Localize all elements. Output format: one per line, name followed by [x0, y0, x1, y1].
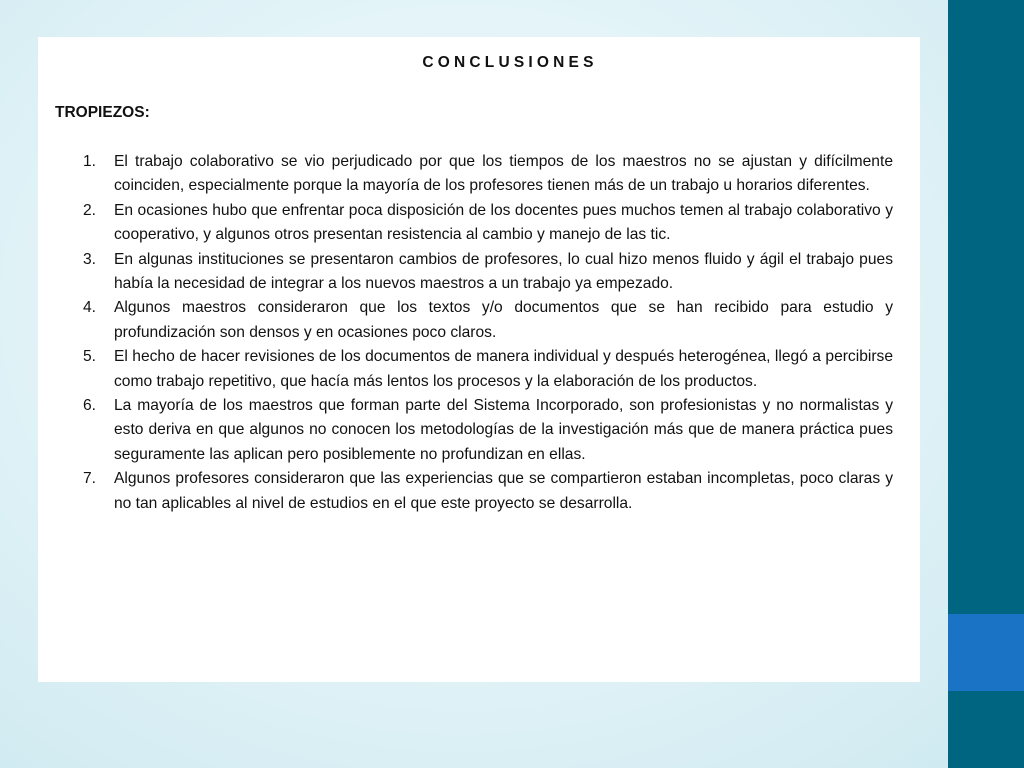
section-heading: TROPIEZOS:	[55, 104, 150, 121]
list-item-number: 3.	[83, 250, 97, 268]
list-item-text: En algunas instituciones se presentaron cambios de profesores, lo cual hizo menos fluido y ágil el trabajo pues había la necesidad de integrar a los nuevos maestros a un trabajo ya empezado.	[114, 250, 893, 293]
conclusions-list	[83, 150, 893, 516]
list-item	[83, 248, 893, 297]
list-item-number: 2.	[83, 201, 97, 219]
list-item-text: En ocasiones hubo que enfrentar poca disposición de los docentes pues muchos temen al trabajo colaborativo y cooperativo, y algunos otros presentan resistencia al cambio y manejo de las tic.	[114, 201, 893, 244]
list-item	[83, 467, 893, 516]
list-item	[83, 199, 893, 248]
list-item-text: Algunos profesores consideraron que las experiencias que se compartieron estaban incompletas, poco claras y no tan aplicables al nivel de estudios en el que este proyecto se desarrolla.	[114, 470, 893, 512]
list-item-number: 1.	[83, 153, 97, 170]
list-item-text: La mayoría de los maestros que forman parte del Sistema Incorporado, son profesionistas y no normalistas y esto deriva en que algunos no conocen los metodologías de la investigación más que de manera práctica pues seguramente las aplican pero posiblemente no profundizan en ellas.	[114, 397, 893, 463]
list-item	[83, 345, 893, 394]
document-image	[38, 37, 920, 682]
list-item	[83, 394, 893, 467]
list-item-number: 5.	[83, 348, 97, 366]
list-item	[83, 296, 893, 345]
slide-side-accent	[948, 614, 1024, 691]
list-item-text: El trabajo colaborativo se vio perjudicado por que los tiempos de los maestros no se ajustan y difícilmente coinciden, especialmente porque la mayoría de los profesores tienen más de un trabajo u horarios diferentes.	[114, 153, 893, 195]
document-title: CONCLUSIONES	[422, 54, 598, 71]
list-item-number: 7.	[83, 470, 97, 488]
list-item-text: Algunos maestros consideraron que los textos y/o documentos que se han recibido para estudio y profundización son densos y en ocasiones poco claros.	[114, 299, 893, 341]
list-item-number: 4.	[83, 299, 97, 317]
list-item-number: 6.	[83, 397, 97, 415]
list-item	[83, 150, 893, 199]
list-item-text: El hecho de hacer revisiones de los documentos de manera individual y después heterogénea, llegó a percibirse como trabajo repetitivo, que hacía más lentos los procesos y la elaboración de los productos.	[114, 348, 893, 390]
